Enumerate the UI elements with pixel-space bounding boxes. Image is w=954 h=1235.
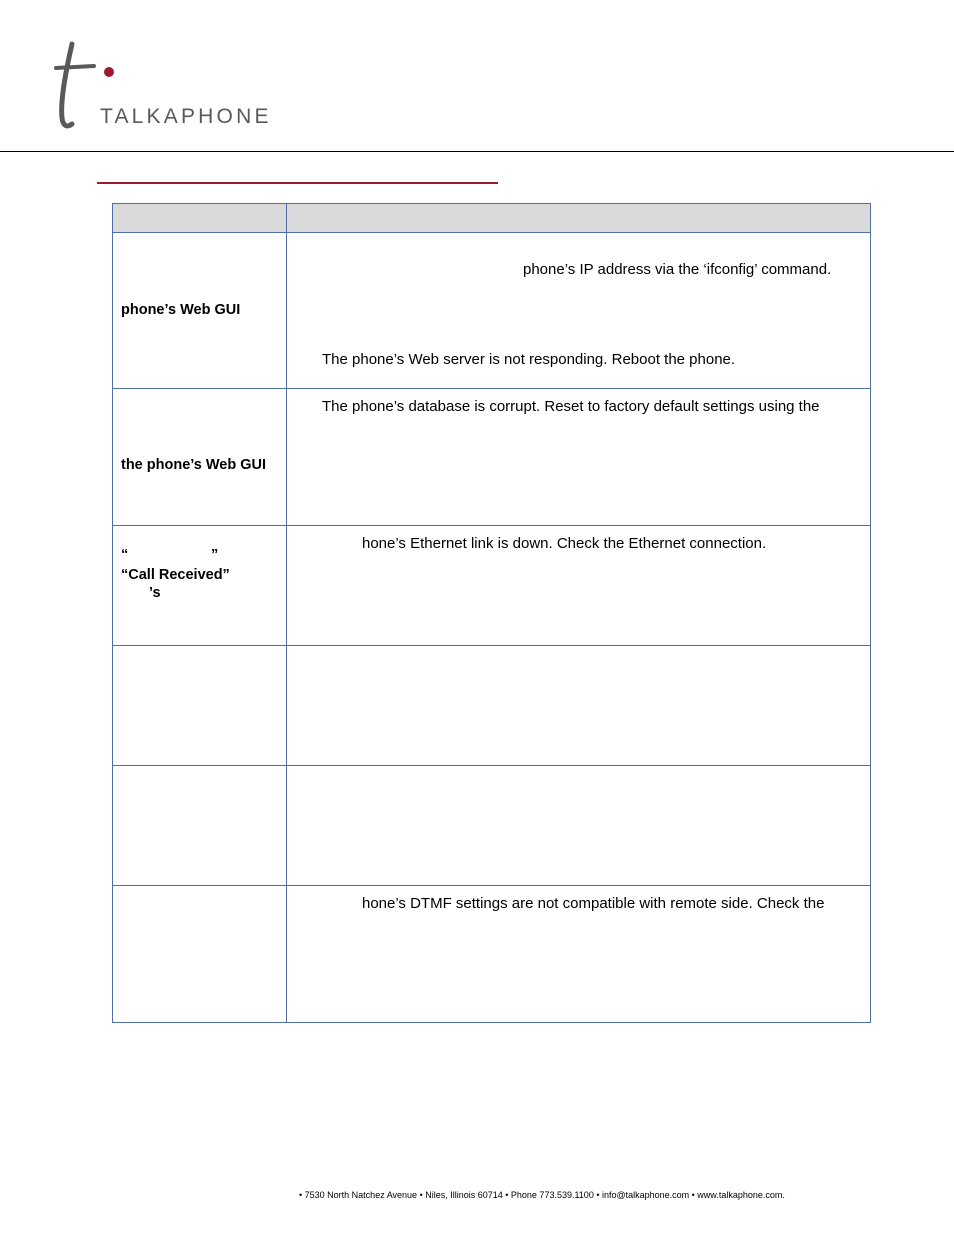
table-header-row bbox=[113, 204, 871, 233]
table-row bbox=[113, 766, 871, 886]
talkaphone-logo bbox=[52, 40, 322, 135]
problem-text: “Call Received” bbox=[121, 567, 230, 583]
table-row bbox=[113, 646, 871, 766]
problem-cell bbox=[113, 886, 287, 1023]
solution-cell bbox=[287, 526, 871, 646]
solution-cell bbox=[287, 233, 871, 389]
solution-text: hone’s DTMF settings are not compatible with remote side. Check the bbox=[362, 895, 825, 912]
table-header-cell-solution bbox=[287, 204, 871, 233]
problem-quote-close: ” bbox=[211, 547, 219, 563]
troubleshooting-table bbox=[112, 203, 871, 1023]
table-row bbox=[113, 886, 871, 1023]
solution-cell bbox=[287, 766, 871, 886]
solution-cell bbox=[287, 389, 871, 526]
solution-text: hone’s Ethernet link is down. Check the Ethernet connection. bbox=[362, 535, 767, 552]
solution-text: The phone’s Web server is not responding. Reboot the phone. bbox=[322, 351, 736, 368]
table-row bbox=[113, 389, 871, 526]
solution-cell bbox=[287, 886, 871, 1023]
solution-text: phone’s IP address via the ‘ifconfig’ command. bbox=[523, 261, 832, 278]
table-header-cell-problem bbox=[113, 204, 287, 233]
footer-address: • 7530 North Natchez Avenue • Niles, Illinois 60714 • Phone 773.539.1100 • info@talkaphone.com • www.talkaphone.com. bbox=[299, 1190, 785, 1200]
problem-cell bbox=[113, 646, 287, 766]
header-divider bbox=[0, 151, 954, 152]
table-row bbox=[113, 526, 871, 646]
problem-cell bbox=[113, 233, 287, 389]
problem-text: the phone’s Web GUI bbox=[121, 457, 267, 473]
problem-cell bbox=[113, 526, 287, 646]
table-row bbox=[113, 233, 871, 389]
brand-wordmark: TALKAPHONE bbox=[100, 105, 272, 128]
problem-cell bbox=[113, 389, 287, 526]
problem-text: phone’s Web GUI bbox=[121, 302, 241, 318]
solution-text: The phone’s database is corrupt. Reset to factory default settings using the bbox=[322, 398, 820, 415]
section-title-underline bbox=[97, 182, 498, 184]
problem-quote-open: “ bbox=[121, 547, 129, 563]
problem-text: ’s bbox=[149, 585, 161, 601]
solution-cell bbox=[287, 646, 871, 766]
problem-cell bbox=[113, 766, 287, 886]
